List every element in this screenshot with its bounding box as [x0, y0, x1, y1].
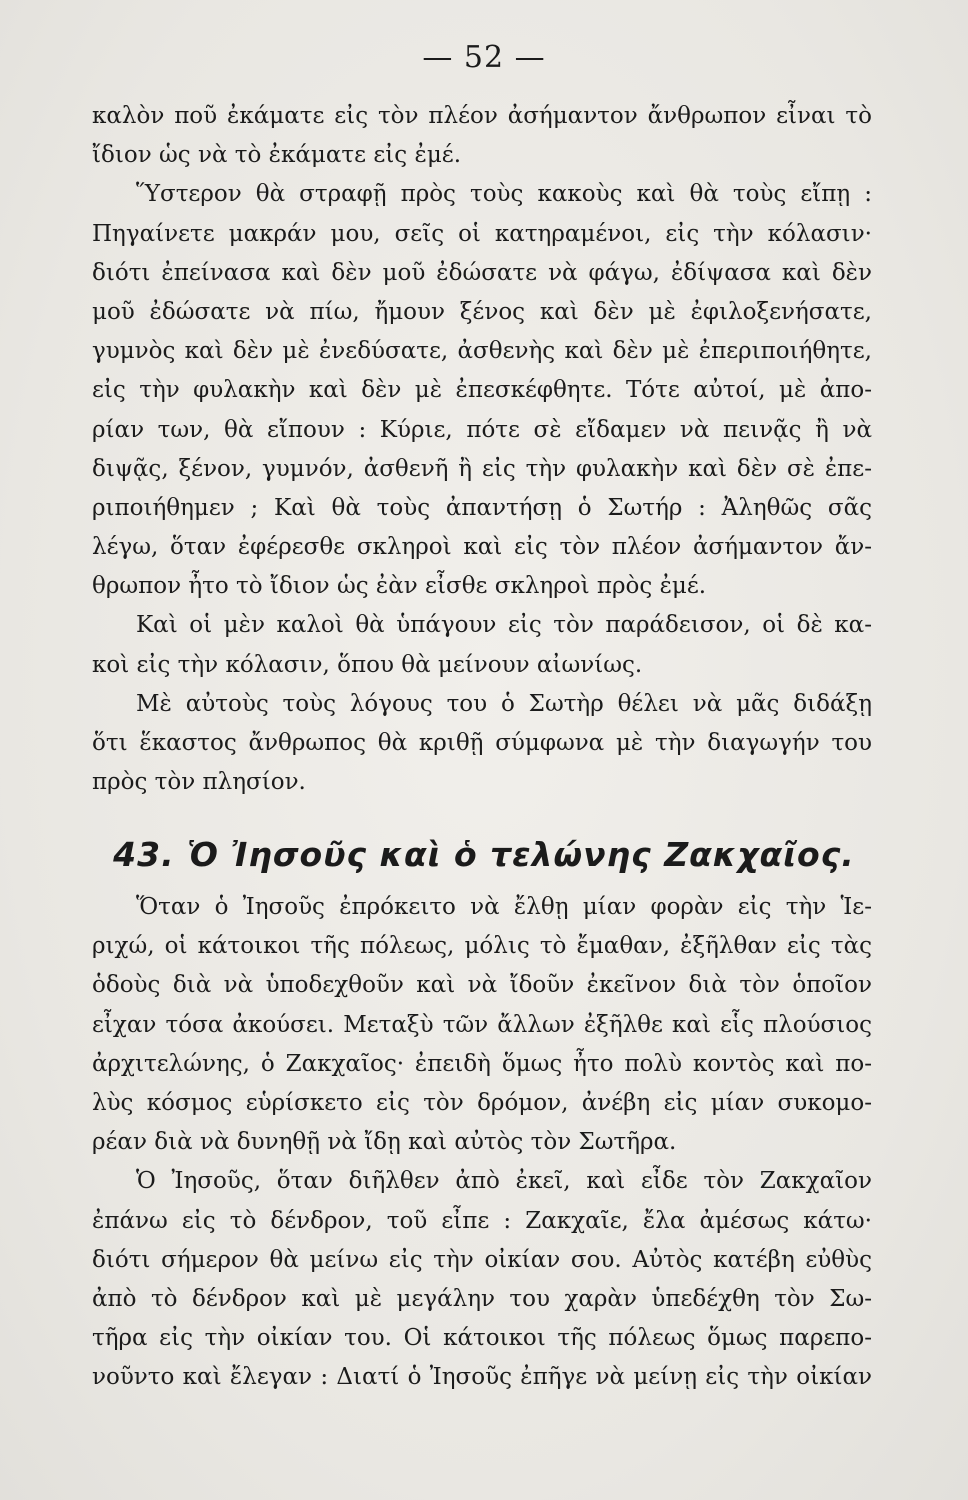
text-block-bottom: [92, 888, 872, 1397]
text-line: κοὶ εἰς τὴν κόλασιν, ὅπου θὰ μείνουν αἰωνίως.: [92, 651, 643, 678]
text-line: διψᾷς, ξένον, γυμνόν, ἀσθενῆ ἢ εἰς τὴν φυλακὴν καὶ δὲν σὲ ἐπε-: [92, 455, 872, 482]
section-heading: 43. Ὁ Ἰησοῦς καὶ ὁ τελώνης Ζακχαῖος.: [113, 835, 855, 874]
text-line: τῆρα εἰς τὴν οἰκίαν του. Οἱ κάτοικοι τῆς πόλεως ὅμως παρεπο-: [92, 1325, 872, 1352]
text-line: Ὁ Ἰησοῦς, ὅταν διῆλθεν ἀπὸ ἐκεῖ, καὶ εἶδε τὸν Ζακχαῖον: [136, 1168, 872, 1195]
text-line: ἀπὸ τὸ δένδρον καὶ μὲ μεγάλην του χαρὰν ὑπεδέχθη τὸν Σω-: [92, 1285, 872, 1312]
text-block-top: [92, 97, 872, 802]
text-line: πρὸς τὸν πλησίον.: [92, 769, 306, 796]
text-line: ὅτι ἕκαστος ἄνθρωπος θὰ κριθῇ σύμφωνα μὲ τὴν διαγωγήν του: [92, 730, 872, 756]
text-line: Ὅταν ὁ Ἰησοῦς ἐπρόκειτο νὰ ἔλθῃ μίαν φορὰν εἰς τὴν Ἱε-: [136, 894, 872, 920]
text-line: ριποιήθημεν ; Καὶ θὰ τοὺς ἀπαντήσῃ ὁ Σωτήρ : Ἀληθῶς σᾶς: [92, 494, 872, 521]
paragraph: [92, 888, 872, 1162]
text-line: ἀρχιτελώνης, ὁ Ζακχαῖος· ἐπειδὴ ὅμως ἦτο πολὺ κοντὸς καὶ πο-: [92, 1050, 872, 1077]
text-line: εἶχαν τόσα ἀκούσει. Μεταξὺ τῶν ἄλλων ἐξῆλθε καὶ εἷς πλούσιος: [92, 1011, 872, 1038]
text-line: ρέαν διὰ νὰ δυνηθῇ νὰ ἴδῃ καὶ αὐτὸς τὸν Σωτῆρα.: [92, 1129, 677, 1156]
text-line: διότι ἐπείνασα καὶ δὲν μοῦ ἐδώσατε νὰ φάγω, ἐδίψασα καὶ δὲν: [92, 259, 872, 286]
text-line: μοῦ ἐδώσατε νὰ πίω, ἤμουν ξένος καὶ δὲν μὲ ἐφιλοξενήσατε,: [92, 298, 872, 325]
paragraph: [92, 97, 872, 175]
text-line: ἐπάνω εἰς τὸ δένδρον, τοῦ εἶπε : Ζακχαῖε, ἔλα ἀμέσως κάτω·: [92, 1207, 872, 1234]
text-line: θρωπον ἦτο τὸ ἴδιον ὡς ἐὰν εἶσθε σκληροὶ πρὸς ἐμέ.: [92, 573, 707, 600]
paragraph: [92, 606, 872, 684]
text-line: γυμνὸς καὶ δὲν μὲ ἐνεδύσατε, ἀσθενὴς καὶ δὲν μὲ ἐπεριποιήθητε,: [92, 338, 872, 365]
text-line: Πηγαίνετε μακράν μου, σεῖς οἱ κατηραμένοι, εἰς τὴν κόλασιν·: [92, 220, 872, 247]
paragraph: [92, 685, 872, 803]
text-line: ἴδιον ὡς νὰ τὸ ἐκάματε εἰς ἐμέ.: [92, 142, 461, 169]
text-line: λέγω, ὅταν ἐφέρεσθε σκληροὶ καὶ εἰς τὸν πλέον ἀσήμαντον ἄν-: [92, 534, 872, 561]
text-line: νοῦντο καὶ ἔλεγαν : Διατί ὁ Ἰησοῦς ἐπῆγε νὰ μείνῃ εἰς τὴν οἰκίαν: [92, 1364, 872, 1391]
text-line: Καὶ οἱ μὲν καλοὶ θὰ ὑπάγουν εἰς τὸν παράδεισον, οἱ δὲ κα-: [136, 612, 872, 639]
text-line: ρίαν των, θὰ εἴπουν : Κύριε, πότε σὲ εἴδαμεν νὰ πεινᾷς ἢ νὰ: [92, 416, 872, 443]
text-line: καλὸν ποῦ ἐκάματε εἰς τὸν πλέον ἀσήμαντον ἄνθρωπον εἶναι τὸ: [92, 103, 872, 129]
text-line: ριχώ, οἱ κάτοικοι τῆς πόλεως, μόλις τὸ ἔμαθαν, ἐξῆλθαν εἰς τὰς: [92, 933, 872, 960]
page-number: — 52 —: [422, 40, 546, 75]
text-line: Μὲ αὐτοὺς τοὺς λόγους του ὁ Σωτὴρ θέλει νὰ μᾶς διδάξῃ: [136, 690, 872, 717]
text-line: Ὕστερον θὰ στραφῇ πρὸς τοὺς κακοὺς καὶ θὰ τοὺς εἴπῃ :: [136, 181, 872, 208]
text-line: λὺς κόσμος εὑρίσκετο εἰς τὸν δρόμον, ἀνέβη εἰς μίαν συκομο-: [92, 1089, 872, 1116]
text-line: ὁδοὺς διὰ νὰ ὑποδεχθοῦν καὶ νὰ ἴδοῦν ἐκεῖνον διὰ τὸν ὁποῖον: [92, 972, 872, 999]
paragraph: [92, 1162, 872, 1397]
text-line: εἰς τὴν φυλακὴν καὶ δὲν μὲ ἐπεσκέφθητε. Τότε αὐτοί, μὲ ἀπο-: [92, 377, 872, 404]
paragraph: [92, 175, 872, 606]
text-line: διότι σήμερον θὰ μείνω εἰς τὴν οἰκίαν σου. Αὐτὸς κατέβη εὐθὺς: [92, 1246, 872, 1273]
